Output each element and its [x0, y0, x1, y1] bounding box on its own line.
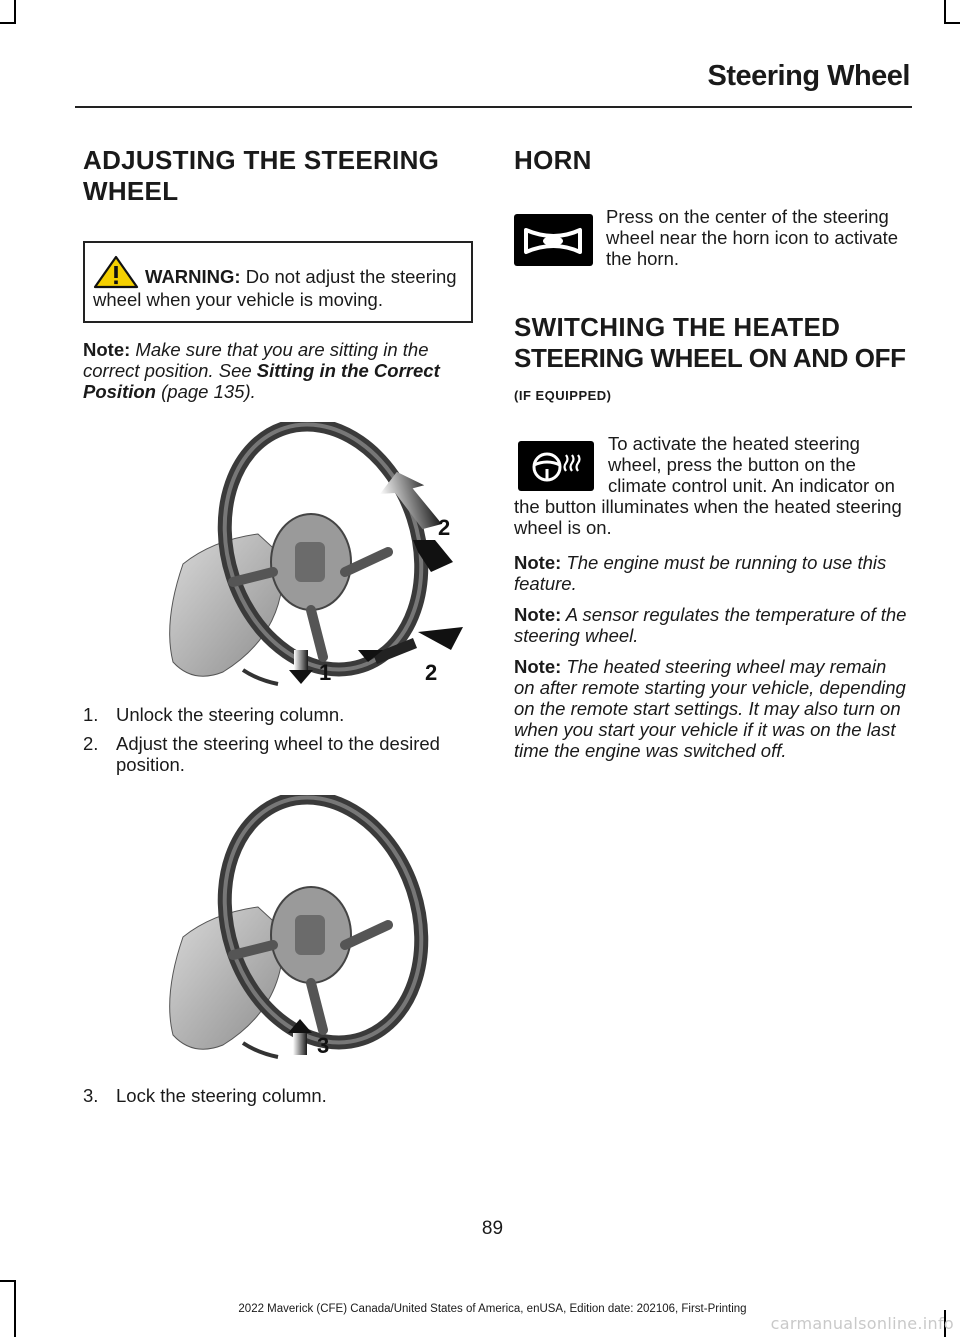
note-text: The heated steering wheel may remain on after remote starting your vehicle, depending on the remote start settings. It may also turn on when you start your vehicle if it was on the last time the engine was switched off.	[514, 656, 906, 761]
crop-mark	[0, 22, 16, 24]
list-item	[83, 733, 473, 775]
figure-callout: 3	[317, 1033, 330, 1058]
section-heading-adjusting	[83, 145, 473, 207]
heading-line: WHEEL	[83, 176, 179, 206]
list-item	[83, 1085, 473, 1106]
crop-mark	[0, 1280, 16, 1282]
note-paragraph	[514, 656, 908, 761]
step-text: Lock the steering column.	[116, 1085, 327, 1106]
header-divider	[75, 106, 912, 108]
heading-line: STEERING WHEEL ON AND OFF	[514, 343, 906, 373]
page-number: 89	[481, 1218, 504, 1239]
steps-list	[83, 704, 473, 775]
note-label: Note:	[83, 339, 131, 360]
steering-wheel-illustration	[83, 422, 473, 690]
warning-label: WARNING:	[145, 266, 241, 287]
heated-wheel-icon	[518, 441, 594, 491]
heading-line: ADJUSTING THE STEERING	[83, 145, 440, 175]
warning-triangle-icon	[93, 255, 139, 289]
note-paragraph	[514, 552, 908, 594]
steps-list	[83, 1085, 473, 1106]
left-column	[83, 145, 473, 1114]
footer-text: 2022 Maverick (CFE) Canada/United States of America, enUSA, Edition date: 202106, First-Printing	[238, 1303, 747, 1315]
right-column	[514, 145, 908, 761]
list-item	[83, 704, 473, 725]
section-heading-horn: HORN	[514, 145, 592, 175]
figure-callout: 2	[438, 515, 451, 540]
warning-box	[83, 241, 473, 323]
note-label: Note:	[514, 552, 562, 573]
horn-text: Press on the center of the steering wheel near the horn icon to activate the horn.	[606, 206, 899, 269]
watermark: carmanualsonline.info	[770, 1314, 954, 1333]
crop-mark	[944, 22, 960, 24]
page-title: Steering Wheel	[707, 60, 910, 92]
step-number: 1.	[83, 704, 99, 725]
note-text: The engine must be running to use this feature.	[514, 552, 887, 594]
step-text: Adjust the steering wheel to the desired position.	[116, 733, 440, 775]
steering-wheel-illustration	[83, 795, 473, 1063]
figure-callout: 2	[425, 660, 438, 685]
steering-lock-figure	[83, 795, 473, 1063]
note-paragraph	[83, 339, 473, 402]
cross-reference-link[interactable]: Sitting in the Correct Position	[83, 360, 440, 402]
note-text: (page 135).	[155, 381, 256, 402]
heated-text-block	[514, 433, 908, 538]
note-text: Make sure that you are sitting in the correct position. See	[83, 339, 429, 381]
step-number: 3.	[83, 1085, 99, 1106]
figure-callout: 1	[319, 660, 332, 685]
heated-text: To activate the heated steering wheel, press the button on the climate control unit. An indicator on the button illuminates when the heated steering wheel is on.	[514, 433, 902, 538]
note-label: Note:	[514, 604, 562, 625]
crop-mark	[14, 0, 16, 22]
horn-row	[514, 206, 908, 272]
horn-icon	[514, 214, 593, 266]
note-label: Note:	[514, 656, 562, 677]
step-number: 2.	[83, 733, 99, 754]
note-paragraph	[514, 604, 908, 646]
step-text: Unlock the steering column.	[116, 704, 345, 725]
steering-adjust-figure	[83, 422, 473, 690]
crop-mark	[944, 0, 946, 22]
if-equipped-label: (IF EQUIPPED)	[514, 388, 612, 403]
warning-text: Do not adjust the steering wheel when your vehicle is moving.	[93, 266, 457, 310]
heading-line: SWITCHING THE HEATED	[514, 312, 841, 342]
note-text: A sensor regulates the temperature of the steering wheel.	[514, 604, 907, 646]
section-heading-heated	[514, 312, 908, 374]
